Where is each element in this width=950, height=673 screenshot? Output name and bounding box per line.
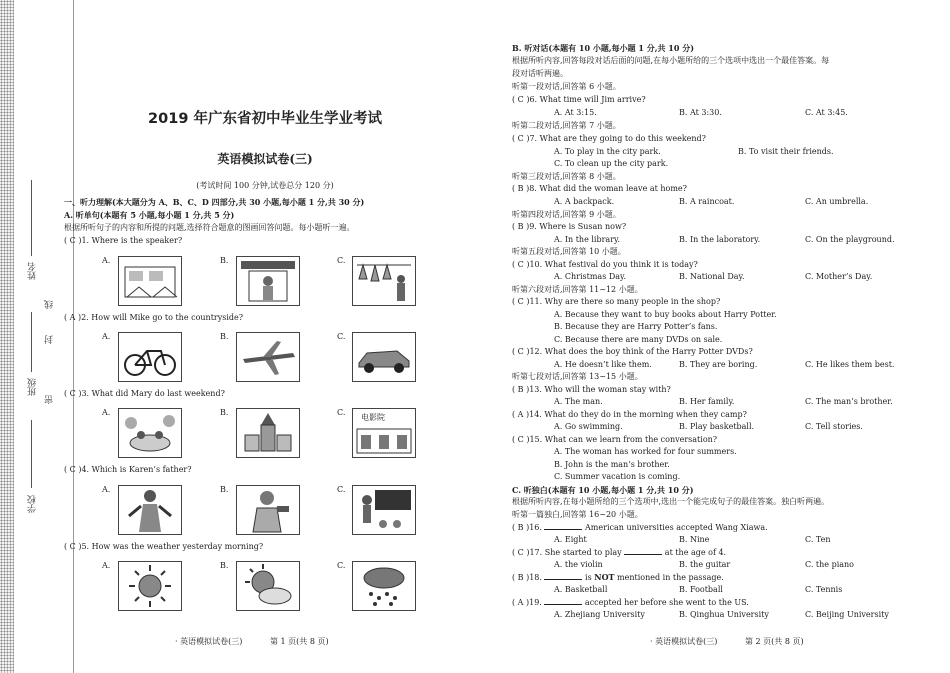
option-label-a: A. xyxy=(102,485,111,494)
q9-option-a: A. In the library. xyxy=(554,235,621,244)
castle-picture-icon xyxy=(236,408,300,458)
question-10: ( C )10. What festival do you think it is today? xyxy=(512,260,698,269)
q6-option-c: C. At 3:45. xyxy=(805,108,848,117)
option-label-a: A. xyxy=(102,408,111,417)
binding-line xyxy=(73,0,74,673)
question-19 xyxy=(512,597,749,608)
question-13: ( B )13. Who will the woman stay with? xyxy=(512,385,671,394)
q19-option-b: B. Qinghua University xyxy=(679,610,769,619)
option-label-b: B. xyxy=(220,256,229,265)
dialogue-2-heading: 听第二段对话,回答第 7 小题。 xyxy=(512,121,621,130)
option-label-b: B. xyxy=(220,332,229,341)
q16-number: ( B )16. xyxy=(512,523,542,532)
school-blank xyxy=(31,420,32,488)
question-14: ( A )14. What do they do in the morning when they camp? xyxy=(512,410,747,419)
section-b-instructions-1: 根据所听内容,回答每段对话后面的问题,在每小题所给的三个选项中选出一个最佳答案。每 xyxy=(512,56,830,65)
q18-option-a: A. Basketball xyxy=(554,585,608,594)
exam-title: 2019 年广东省初中毕业生学业考试 xyxy=(148,111,382,127)
q17-text-end: at the age of 4. xyxy=(664,548,727,557)
q19-blank xyxy=(544,597,582,605)
section-c-instructions: 根据所听内容,在每小题所给的三个选项中,选出一个能完成句子的最佳答案。独白听两遍。 xyxy=(512,497,830,506)
q19-option-a: A. Zhejiang University xyxy=(554,610,645,619)
option-label-b: B. xyxy=(220,485,229,494)
question-6: ( C )6. What time will Jim arrive? xyxy=(512,95,646,104)
dialogue-1-heading: 听第一段对话,回答第 6 小题。 xyxy=(512,82,621,91)
dialogue-3-heading: 听第三段对话,回答第 8 小题。 xyxy=(512,172,621,181)
q13-option-b: B. Her family. xyxy=(679,397,735,406)
q6-option-b: B. At 3:30. xyxy=(679,108,722,117)
q16-blank xyxy=(544,522,582,530)
picnic-picture-icon xyxy=(118,408,182,458)
q12-option-c: C. He likes them best. xyxy=(805,360,895,369)
classroom-picture-icon xyxy=(118,256,182,306)
question-17 xyxy=(512,547,726,558)
option-label-a: A. xyxy=(102,332,111,341)
option-label-c: C. xyxy=(337,408,346,417)
question-2: ( A )2. How will Mike go to the countryside? xyxy=(64,313,244,322)
q19-option-c: C. Beijing University xyxy=(805,610,889,619)
question-4: ( C )4. Which is Karen’s father? xyxy=(64,465,192,474)
teacher-picture-icon xyxy=(352,485,416,535)
q8-option-c: C. An umbrella. xyxy=(805,197,869,206)
cinema-sign: 电影院 xyxy=(361,413,385,422)
q7-option-b: B. To visit their friends. xyxy=(738,147,834,156)
seal-line-char-1: 线 xyxy=(45,300,55,309)
q14-option-a: A. Go swimming. xyxy=(554,422,623,431)
q18-is: is xyxy=(585,573,592,582)
q10-option-b: B. National Day. xyxy=(679,272,745,281)
q18-option-c: C. Tennis xyxy=(805,585,843,594)
q18-text: mentioned in the passage. xyxy=(617,573,724,582)
q16-text: American universities accepted Wang Xiawa. xyxy=(585,523,768,532)
option-label-a: A. xyxy=(102,256,111,265)
q18-blank xyxy=(544,572,582,580)
q19-number: ( A )19. xyxy=(512,598,542,607)
q16-option-b: B. Nine xyxy=(679,535,710,544)
q6-option-a: A. At 3:15. xyxy=(554,108,597,117)
question-5: ( C )5. How was the weather yesterday morning? xyxy=(64,542,264,551)
binding-margin-pattern xyxy=(0,0,14,673)
dialogue-7-heading: 听第七段对话,回答第 13~15 小题。 xyxy=(512,372,643,381)
footer-page-right: 第 2 页(共 8 页) xyxy=(745,637,804,646)
question-7: ( C )7. What are they going to do this weekend? xyxy=(512,134,706,143)
q17-option-b: B. the guitar xyxy=(679,560,731,569)
section-b-instructions-2: 段对话听两遍。 xyxy=(512,69,568,78)
section-a-heading: A. 听单句(本题有 5 小题,每小题 1 分,共 5 分) xyxy=(64,210,235,220)
shop-picture-icon xyxy=(236,256,300,306)
q19-text: accepted her before she went to the US. xyxy=(584,598,749,607)
q16-option-c: C. Ten xyxy=(805,535,831,544)
question-3: ( C )3. What did Mary do last weekend? xyxy=(64,389,225,398)
option-label-a: A. xyxy=(102,561,111,570)
seal-line-char-2: 封 xyxy=(45,335,55,344)
monologue-1-heading: 听第一篇独白,回答第 16~20 小题。 xyxy=(512,510,643,519)
airplane-icon xyxy=(236,332,300,382)
dialogue-5-heading: 听第五段对话,回答第 10 小题。 xyxy=(512,247,626,256)
name-blank xyxy=(31,180,32,256)
q8-option-a: A. A backpack. xyxy=(554,197,615,206)
question-16 xyxy=(512,522,768,533)
bicycle-icon xyxy=(118,332,182,382)
cinema-picture-icon xyxy=(352,408,416,458)
dialogue-4-heading: 听第四段对话,回答第 9 小题。 xyxy=(512,210,621,219)
q7-option-c: C. To clean up the city park. xyxy=(554,159,669,168)
q16-option-a: A. Eight xyxy=(554,535,587,544)
q18-not: NOT xyxy=(594,572,615,582)
q17-blank xyxy=(624,547,662,555)
school-label: 学校 xyxy=(28,495,38,513)
q18-number: ( B )18. xyxy=(512,573,542,582)
question-11: ( C )11. Why are there so many people in the shop? xyxy=(512,297,721,306)
q12-option-a: A. He doesn’t like them. xyxy=(554,360,652,369)
name-label: 姓名 xyxy=(28,262,38,280)
question-9: ( B )9. Where is Susan now? xyxy=(512,222,627,231)
exam-subtitle: 英语模拟试卷(三) xyxy=(217,152,313,166)
q9-option-b: B. In the laboratory. xyxy=(679,235,761,244)
question-8: ( B )8. What did the woman leave at home? xyxy=(512,184,687,193)
q15-option-c: C. Summer vacation is coming. xyxy=(554,472,681,481)
q11-option-b: B. Because they are Harry Potter’s fans. xyxy=(554,322,718,331)
q10-option-c: C. Mother’s Day. xyxy=(805,272,873,281)
q7-option-a: A. To play in the city park. xyxy=(554,147,661,156)
section-c-heading: C. 听独白(本题有 10 小题,每小题 1 分,共 10 分) xyxy=(512,485,694,495)
rain-cloud-icon xyxy=(352,561,416,611)
option-label-c: C. xyxy=(337,561,346,570)
option-label-b: B. xyxy=(220,561,229,570)
question-12: ( C )12. What does the boy think of the Harry Potter DVDs? xyxy=(512,347,753,356)
q9-option-c: C. On the playground. xyxy=(805,235,895,244)
q14-option-b: B. Play basketball. xyxy=(679,422,755,431)
q11-option-c: C. Because there are many DVDs on sale. xyxy=(554,335,723,344)
option-label-c: C. xyxy=(337,256,346,265)
option-label-c: C. xyxy=(337,332,346,341)
q15-option-b: B. John is the man’s brother. xyxy=(554,460,670,469)
section-b-heading: B. 听对话(本题有 10 小题,每小题 1 分,共 10 分) xyxy=(512,43,695,53)
part1-heading: 一、听力理解(本大题分为 A、B、C、D 四部分,共 30 小题,每小题 1 分,共 30 分) xyxy=(64,197,365,207)
q18-option-b: B. Football xyxy=(679,585,723,594)
q10-option-a: A. Christmas Day. xyxy=(554,272,627,281)
q15-option-a: A. The woman has worked for four summers. xyxy=(554,447,737,456)
exam-note: (考试时间 100 分钟,试卷总分 120 分) xyxy=(196,181,334,190)
q17-option-a: A. the violin xyxy=(554,560,603,569)
question-18 xyxy=(512,572,724,583)
footer-page-left: 第 1 页(共 8 页) xyxy=(270,637,329,646)
q14-option-c: C. Tell stories. xyxy=(805,422,863,431)
clothes-store-picture-icon xyxy=(352,256,416,306)
worker-picture-icon xyxy=(236,485,300,535)
section-a-instructions: 根据所听句子的内容和所提的问题,选择符合题意的图画回答问题。每小题听一遍。 xyxy=(64,223,355,232)
q12-option-b: B. They are boring. xyxy=(679,360,758,369)
seal-line-char-3: 密 xyxy=(45,395,55,404)
q11-option-a: A. Because they want to buy books about Harry Potter. xyxy=(554,310,777,319)
question-1: ( C )1. Where is the speaker? xyxy=(64,236,183,245)
class-blank xyxy=(31,312,32,372)
q17-text-start: ( C )17. She started to play xyxy=(512,548,622,557)
class-label: 班级 xyxy=(28,378,38,396)
footer-title-left: · 英语模拟试卷(三) xyxy=(175,637,243,646)
cloudy-sun-icon xyxy=(236,561,300,611)
question-15: ( C )15. What can we learn from the conversation? xyxy=(512,435,718,444)
q13-option-a: A. The man. xyxy=(554,397,603,406)
q13-option-c: C. The man’s brother. xyxy=(805,397,893,406)
q17-option-c: C. the piano xyxy=(805,560,854,569)
footer-title-right: · 英语模拟试卷(三) xyxy=(650,637,718,646)
q8-option-b: B. A raincoat. xyxy=(679,197,735,206)
sun-icon xyxy=(118,561,182,611)
option-label-c: C. xyxy=(337,485,346,494)
car-icon xyxy=(352,332,416,382)
option-label-b: B. xyxy=(220,408,229,417)
farmer-picture-icon xyxy=(118,485,182,535)
dialogue-6-heading: 听第六段对话,回答第 11~12 小题。 xyxy=(512,285,643,294)
